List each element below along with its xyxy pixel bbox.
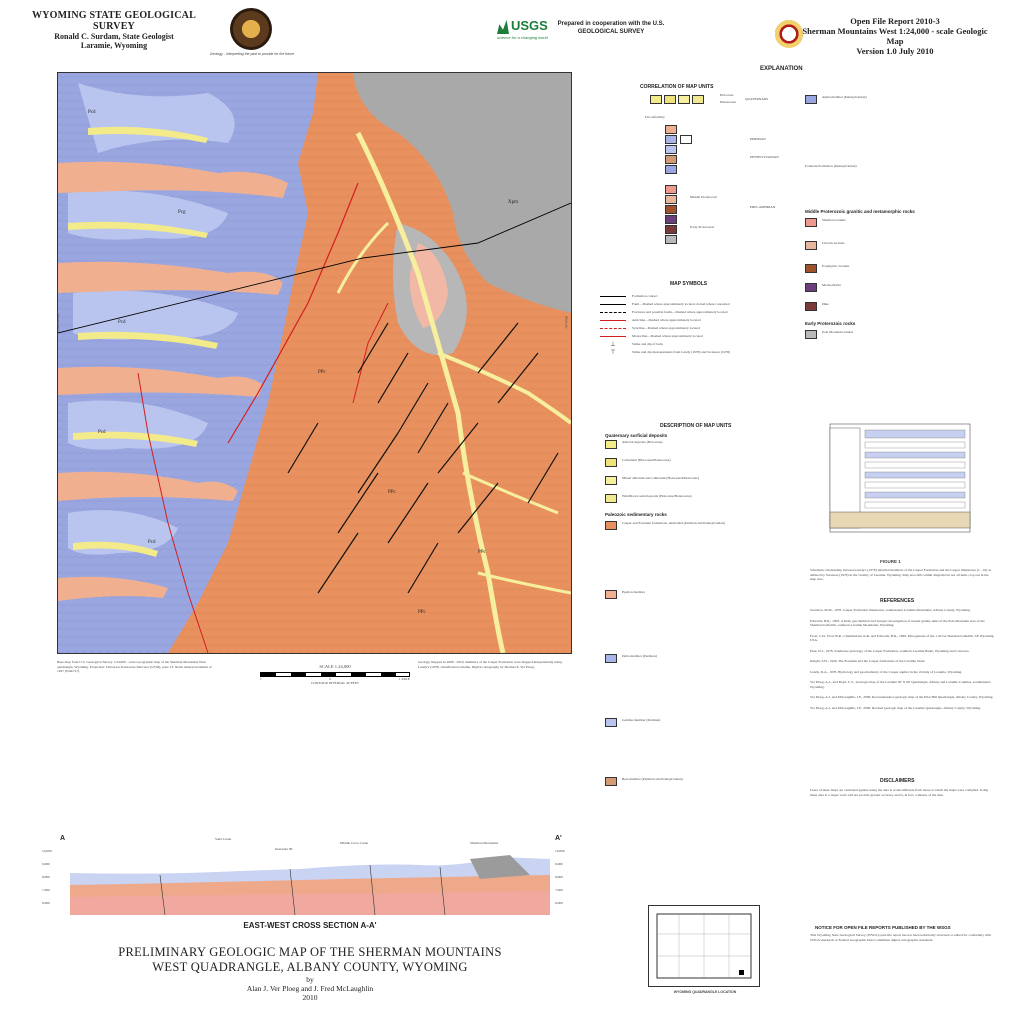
unit-ysg [805,218,995,227]
early-proterozoic-heading: Early Proterozoic rocks [805,320,856,326]
disclaimers-title: DISCLAIMERS [880,778,915,784]
sym-strike-dip: ⊥ Strike and dip of beds [610,341,663,348]
cross-section [40,835,580,915]
corr-pennsylvanian: PENNSYLVANIAN [750,155,779,159]
agency-name: WYOMING STATE GEOLOGICAL SURVEY [32,10,196,32]
unit-pf [805,164,995,169]
locator-map [648,905,760,987]
reference-7: Ver Ploeg, A.J., and Boyd, C.S., Geologic map of the Laramie 30' X 60' Quadrangle, Albany and Laramie Counties, southeastern Wyoming. [810,680,991,689]
corr-early-proterozoic: Early Proterozoic [690,225,715,229]
unit-qac-name: Mixed alluvium and colluvium (Holocene/Pleistocene) [622,476,699,480]
map-side-label-west: (Ben Holm) [56,313,61,331]
sym-anticline [600,316,800,324]
reference-1: Swanson, M.M., 1978, Casper Formation limestones, southeastern Laramie Mountains, Albany County, Wyoming. [810,608,971,612]
sym-strike-dip-lundy: ⊤ Strike and dip measurements from Lundy (1978) and Swanson (1978) [610,349,731,356]
unit-ppc-swatch [605,521,617,530]
corr-precambrian: PRECAMBRIAN [750,205,776,209]
reference-3: Frost, C.D., Frost B.R., Chamberlain, K.R. and Edwards, B.R., 1999, Petrogenesis of the 1.43 Ga Sherman batholith, SE Wyoming, USA. [810,633,995,642]
cross-section-canvas [40,845,580,915]
unit-xpm [805,330,995,339]
xs-elev-left-3: 7,000 [42,888,50,892]
svg-text:PPc: PPc [418,610,426,615]
unit-pcs [605,590,805,599]
unit-qe-name: Windblown sand deposits (Holocene/Pleistocene) [622,494,692,498]
geologic-map[interactable] [57,72,572,654]
disclaimers-text: Users of these maps are cautioned against using the data at scales different from those at which the maps were compiled. Using these data at a larger scale will not provide greater accuracy and is, in fact, a misuse of the data. [810,788,989,797]
unit-pf-name: Fountain Formation (Pennsylvanian) [805,164,857,168]
locator-canvas [649,906,759,986]
xs-feature-3: Sherman Mountains [470,841,499,845]
usgs-tagline: science for a changing world [497,35,548,40]
unit-pca-swatch [805,95,817,104]
unit-ylg-name: Lincoln Granite [822,240,845,245]
figure1-canvas [810,420,990,535]
sym-syncline [600,324,800,332]
map-side-label-east: (Buford) [564,316,569,329]
xs-elev-left [42,845,52,910]
notice-title: NOTICE FOR OPEN FILE REPORTS PUBLISHED BY THE WSGS [815,925,951,930]
correlation-chart [645,93,800,265]
reference-9: Ver Ploeg, A.J. and McLaughlin, J.F., 2009, Revised geologic map of the Laramie Quadrangle, Albany County, Wyoming. [810,705,981,710]
sym-fracture-label: Fractures and possible faults—Dashed where approximately located [632,309,728,314]
unit-pcd-name: Delta member (Permian) [622,654,657,658]
sym-monocline-label: Monocline—Dashed where approximately located [632,333,703,338]
ppc-box [680,135,692,144]
svg-text:PPc: PPc [388,490,396,495]
references-title: REFERENCES [880,598,915,604]
wsgs-logo [230,8,272,50]
precambrian-column [665,185,675,244]
report-version: Version 1.0 July 2010 [856,46,934,56]
description-units [605,440,805,786]
scale-tick-0: 1 [260,676,262,681]
quaternary-heading: Quaternary surficial deposits [605,433,668,438]
xs-elev-left-2: 8,000 [42,875,50,879]
usgs-logo-text: USGS [511,18,548,33]
svg-text:Pcd: Pcd [118,320,126,325]
unit-qac [605,476,805,485]
unit-pcg-swatch [605,718,617,727]
map-canvas [58,73,571,653]
unit-pcd [605,654,805,663]
xs-elev-right-3: 7,000 [555,888,563,892]
xs-feature-1: Sand Creek [215,837,232,841]
unit-qa [605,440,805,449]
unit-ysg-swatch [805,218,817,227]
cross-section-title: EAST-WEST CROSS SECTION A-A' [243,921,377,930]
usgs-logo [497,18,547,44]
unit-pcb [605,777,805,786]
unit-yp-swatch [805,264,817,273]
xs-elev-right [555,845,565,910]
svg-text:Pcd: Pcd [88,110,96,115]
map-title-line2: WEST QUADRANGLE, ALBANY COUNTY, WYOMING [152,960,468,974]
sym-fault [600,300,800,308]
report-series: Sherman Mountains West 1:24,000 - scale Geologic Map [802,26,988,46]
xs-elev-right-0: 10,000 [555,849,565,853]
sym-strike-dip-lundy-label: Strike and dip measurements from Lundy (1978) and Swanson (1978) [632,349,731,354]
locator-title: WYOMING QUADRANGLE LOCATION [673,990,737,994]
usgs-wave-icon [497,20,509,34]
wyoming-seal [775,20,803,48]
correlation-title: CORRELATION OF MAP UNITS [640,84,714,90]
quadrangle-marker [739,970,744,975]
unit-ylg [805,241,995,250]
figure1-title: FIGURE 1 [880,559,901,564]
map-title-block [80,945,540,1002]
xs-elev-right-4: 6,000 [555,901,563,905]
unit-qc-name: Colluvium (Holocene/Pleistocene) [622,458,671,462]
unit-pca-name: Alpha member (Pennsylvanian) [822,95,867,99]
unit-qe [605,494,805,503]
scale-tick-1: 0 [329,676,332,681]
unit-pca [805,95,995,104]
geology-imprint: Geology mapped in 2008 - 2010; members of the Casper Formation were mapped independently using Lundy's (1978) classification scheme. Digital cartography by Thomas E. Ver Ploeg. [418,660,562,669]
svg-text:PPc: PPc [318,370,326,375]
header-right [800,16,990,56]
reference-2: Edwards, B.R., 1993, A field, geochemical and isotopic investigation of nested granite units of the Pole Mountain area of the Sherman batholith, southern Laramie Mountains, Wyoming. [810,618,985,627]
unit-ppc-name: Casper and Fountain formations, undivided (Permian and Pennsylvanian) [622,521,725,525]
unit-yp [805,264,995,273]
sym-contact [600,292,800,300]
map-symbols-list [600,292,800,356]
unit-pcg-name: Gamma member (Permian) [622,718,661,722]
unit-qa-swatch [605,440,617,449]
unit-qa-name: Alluvial deposits (Holocene) [622,440,663,444]
svg-text:Xpm: Xpm [508,200,518,205]
sym-contact-label: Formation contact [632,293,658,298]
map-symbols-title: MAP SYMBOLS [670,281,708,287]
paleozoic-heading: Paleozoic sedimentary rocks [605,512,667,517]
svg-text:Pcd: Pcd [148,540,156,545]
unit-qac-swatch [605,476,617,485]
unit-xpm-name: Pole Mountain Gneiss [822,329,854,334]
corr-pleistocene: Pleistocene [720,100,736,104]
contour-interval: CONTOUR INTERVAL 40 FEET [311,681,359,685]
unit-pcg [605,718,805,727]
casper-column [665,125,675,174]
figure1-diagram [810,420,990,535]
map-year: 2010 [302,993,318,1002]
map-title-by: by [306,975,314,984]
agency-city: Laramie, Wyoming [80,41,148,50]
xs-elev-left-1: 9,000 [42,862,50,866]
xs-feature-4: Interstate 80 [275,847,293,851]
scale-label: SCALE 1:24,000 [319,664,351,669]
unit-yd-name: Dike [822,301,829,306]
unit-qe-swatch [605,494,617,503]
cooperation-note: Prepared in cooperation with the U.S. GEOLOGICAL SURVEY [557,21,665,35]
unit-pcs-name: Epsilon member [622,590,646,594]
references-list [810,608,995,710]
scale-tick-2: 1 MILE [398,676,410,681]
corr-unconformity: Unconformity [645,115,665,119]
state-geologist: Ronald C. Surdam, State Geologist [54,32,174,41]
unit-ysg-name: Sherman Granite [822,217,846,222]
sym-strike-dip-label: Strike and dip of beds [632,341,663,346]
xs-elev-right-1: 9,000 [555,862,563,866]
unit-yp-name: Porphyritic Granite [822,263,850,268]
description-title: DESCRIPTION OF MAP UNITS [660,423,732,429]
corr-holocene: Holocene [720,93,734,97]
xs-end-a: A [60,835,66,842]
unit-yd [805,302,995,311]
header-left [14,10,214,50]
base-map-imprint: Base map from U.S. Geological Survey 1:24,000 - scale topographic map of the Sherman Mountains West quadrangle, Wyoming. Projection: Universal Transverse Mercator (UTM), zone 13. North American Datum of 1927 (NAD 27). [57,660,212,673]
sym-fracture [600,308,800,316]
reference-6: Lundy, D.A., 1978, Hydrology and geochemistry of the Casper aquifer in the vicinity of Laramie, Wyoming. [810,669,963,674]
wsgs-tagline: Geology - Interpreting the past to provide for the future [209,52,295,56]
xs-end-a-prime: A' [555,835,562,842]
unit-pcb-swatch [605,777,617,786]
xs-feature-2: Middle Crow Creek [340,841,368,845]
sym-anticline-label: Anticline—Dashed where approximately located [632,317,701,322]
svg-text:Pcg: Pcg [178,210,186,215]
svg-text:PPc: PPc [478,550,486,555]
sym-fault-label: Fault—Dashed where approximately located, dotted where concealed [632,301,730,306]
xs-elev-left-0: 10,000 [42,849,52,853]
map-title-line1: PRELIMINARY GEOLOGIC MAP OF THE SHERMAN MOUNTAINS [118,945,502,959]
corr-middle-proterozoic: Middle Proterozoic [690,195,718,199]
notice-text: This Wyoming State Geological Survey (WSGS) open file report has not been technically reviewed or edited for conformity with WSGS standards or Federal Geographic Data Committee digital cartographic standards. [810,933,992,942]
unit-yd-swatch [805,302,817,311]
sym-syncline-label: Syncline—Dashed where approximately located [632,325,700,330]
unit-pcs-swatch [605,590,617,599]
xs-elev-left-4: 6,000 [42,901,50,905]
description-units-col2 [805,95,995,339]
reference-5: Knight, S.H., 1929, The Fountain and the Casper formations of the Laramie basin. [810,659,926,663]
sym-monocline [600,332,800,340]
report-number: Open File Report 2010-3 [850,16,940,26]
corr-permian: PERMIAN [750,137,766,141]
unit-pcb-name: Beta member (Permian and Pennsylvanian) [622,777,683,781]
unit-ylg-swatch [805,241,817,250]
explanation-title: EXPLANATION [760,66,803,72]
reference-4: Eleu, D.J., 1978, Sandstone petrology of the Casper Formation, southern Laramie Basin, Wyoming and Colorado. [810,648,970,653]
corr-quaternary: QUATERNARY [745,97,769,101]
unit-pcd-swatch [605,654,617,663]
unit-qc [605,458,805,467]
svg-text:Pcd: Pcd [98,430,106,435]
figure1-caption: Schematic relationship between Lundy's (1978) informal members of the Casper Formation and the Casper limestones (1 - 10) as defined by Swanson (1978) in the vicinity of Laramie, Wyoming. Map area falls within diagram but not all units crop out in the map area. [810,568,992,581]
reference-8: Ver Ploeg, A.J. and McLaughlin, J.F., 2009, Reconnaissance geologic map of the Pilot Hill Quadrangle, Albany County, Wyoming. [810,695,994,699]
unit-ym-name: Monzodiorite [822,282,842,287]
map-authors: Alan J. Ver Ploeg and J. Fred McLaughlin [246,984,374,993]
middle-proterozoic-heading: Middle Proterozoic granitic and metamorphic rocks [805,208,915,214]
xs-elev-right-2: 8,000 [555,875,563,879]
unit-ppc [605,521,805,530]
unit-ym-swatch [805,283,817,292]
unit-xpm-swatch [805,330,817,339]
unit-ym [805,283,995,292]
scale-bar [260,665,410,686]
unit-qc-swatch [605,458,617,467]
